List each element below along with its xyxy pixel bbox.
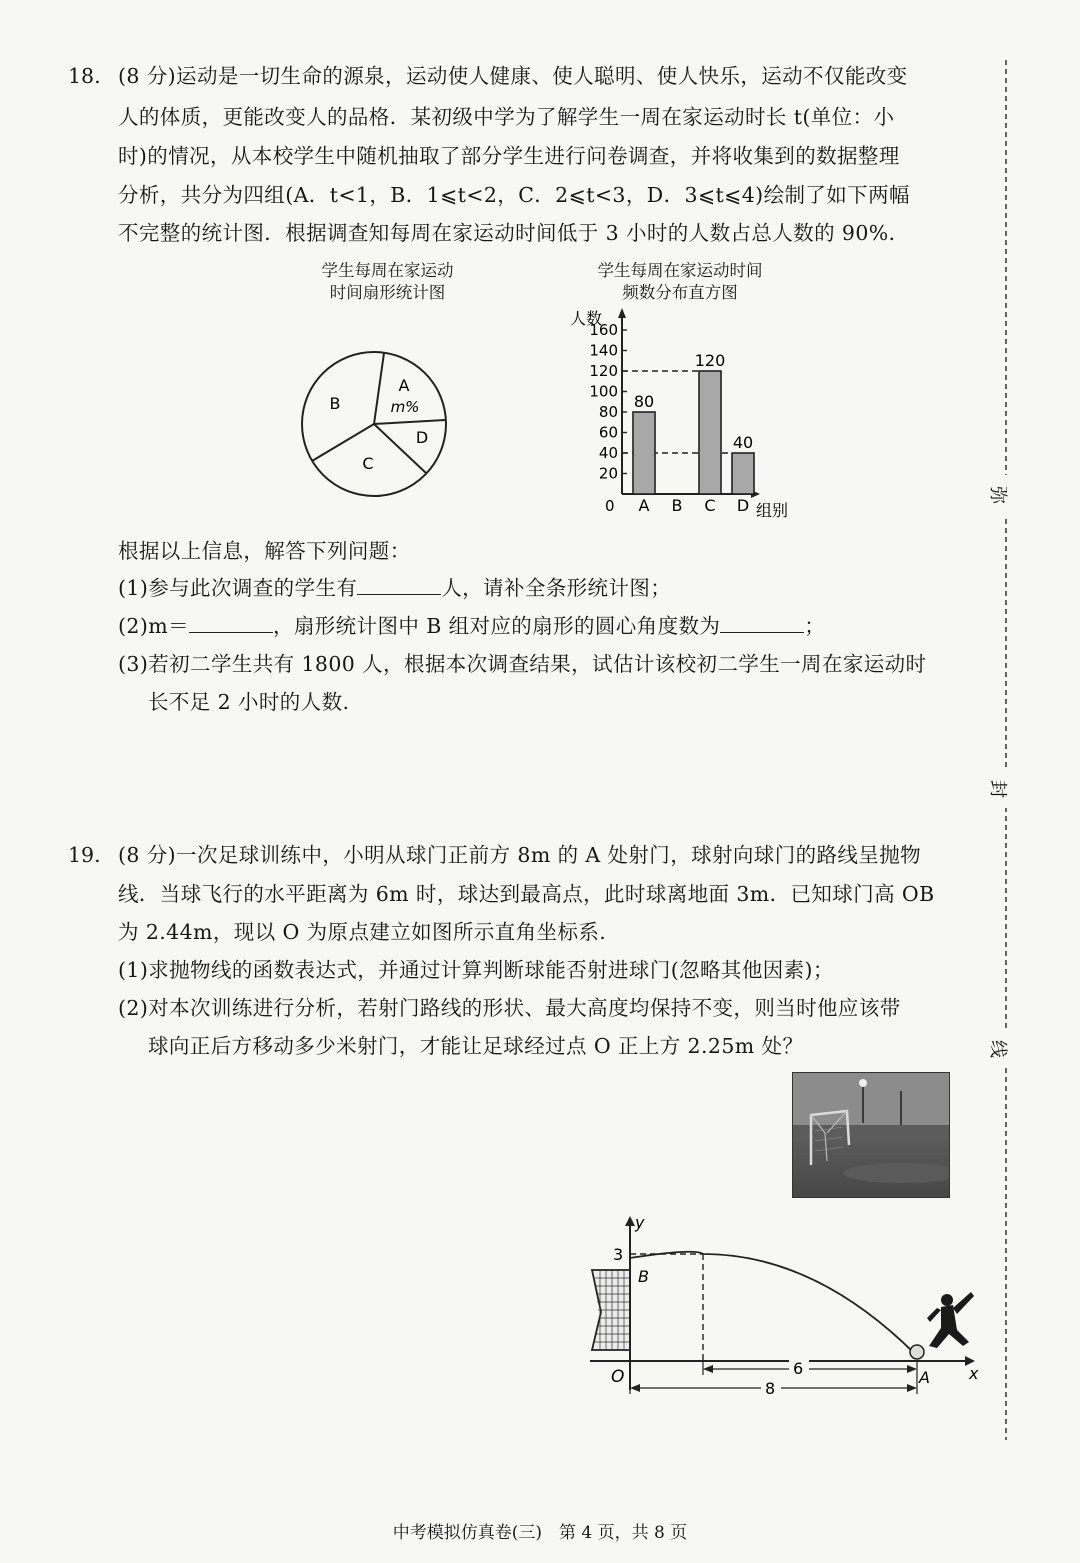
distance-6-label: 6	[793, 1359, 804, 1378]
q18-intro: 根据以上信息，解答下列问题：	[118, 539, 411, 563]
pie-chart	[290, 345, 470, 505]
bar-y-axis-arrow	[618, 308, 626, 318]
origin-label: O	[611, 1367, 625, 1387]
q18-sub1-text-b: 人，请补全条形统计图；	[441, 576, 672, 600]
bar-category-label-C: C	[704, 496, 716, 515]
q18-sub3-line-1: (3)若初二学生共有 1800 人，根据本次调查结果，试估计该校初二学生一周在家运动时	[118, 652, 927, 676]
pie-divider-a-b	[374, 353, 384, 424]
q19-sub2-line-2: 球向正后方移动多少米射门，才能让足球经过点 O 正上方 2.25m 处？	[148, 1034, 804, 1058]
bar-C	[699, 371, 721, 494]
y-axis-arrow	[625, 1216, 635, 1226]
q18-line-2: 人的体质，更能改变人的品格．某初级中学为了解学生一周在家运动时长 t(单位：小	[118, 105, 895, 129]
bar-data-label-D: 40	[732, 433, 754, 452]
q18-line-1: (8 分)运动是一切生命的源泉，运动使人健康、使人聪明、使人快乐，运动不仅能改变	[118, 64, 908, 88]
binding-dashed-line	[996, 60, 1016, 1440]
bar-y-tick-label: 140	[589, 341, 618, 360]
point-b-label: B	[638, 1267, 649, 1286]
bar-y-axis-label: 人数	[570, 309, 603, 328]
pie-title-line-2: 时间扇形统计图	[329, 283, 446, 302]
q18-sub2-angle-blank[interactable]	[720, 612, 804, 633]
question-18-number: 18.	[68, 64, 101, 88]
q18-line-4: 分析，共分为四组(A．t<1，B．1⩽t<2，C．2⩽t<3，D．3⩽t⩽4)绘制了如下两幅	[118, 183, 910, 207]
point-a-label: A	[919, 1368, 930, 1387]
pie-label-a: A	[398, 376, 410, 395]
question-19-number: 19.	[68, 843, 101, 867]
q18-sub2	[118, 612, 825, 640]
q19-sub2-line-1: (2)对本次训练进行分析，若射门路线的形状、最大高度均保持不变，则当时他应该带	[118, 996, 901, 1020]
q18-sub3-line-2: 长不足 2 小时的人数.	[148, 690, 350, 714]
bar-chart	[560, 302, 810, 522]
bar-y-tick-label: 60	[598, 423, 618, 442]
q18-sub2-m-blank[interactable]	[189, 612, 273, 633]
pie-label-c: C	[362, 454, 374, 473]
q18-line-5: 不完整的统计图．根据调查知每周在家运动时间低于 3 小时的人数占总人数的 90%．	[118, 221, 910, 245]
bar-y-tick-label: 20	[598, 464, 618, 483]
bar-y-tick-label: 40	[598, 444, 618, 462]
q18-line-3: 时)的情况，从本校学生中随机抽取了部分学生进行问卷调查，并将收集到的数据整理	[118, 144, 900, 168]
soccer-goal-photo	[792, 1072, 950, 1198]
ball-trajectory	[630, 1252, 916, 1355]
bar-data-label-C: 120	[694, 351, 726, 370]
q18-sub1	[118, 574, 671, 602]
binding-char-feng: 封	[987, 780, 1008, 798]
goal-net	[592, 1270, 630, 1350]
bar-data-label-A: 80	[633, 392, 655, 411]
q19-line-2: 线．当球飞行的水平距离为 6m 时，球达到最高点，此时球离地面 3m．已知球门高 OB	[118, 882, 935, 906]
soccer-goal-photo-art	[793, 1073, 949, 1197]
bar-y-tick-label: 120	[589, 362, 618, 380]
q18-sub1-text-a: (1)参与此次调查的学生有	[118, 576, 358, 600]
bar-A	[633, 412, 655, 494]
bar-y-tick-label: 80	[598, 403, 618, 421]
player-silhouette	[927, 1292, 974, 1348]
q18-sub2-text-c: ；	[804, 614, 826, 638]
binding-char-xian: 线	[987, 1040, 1008, 1058]
bar-y-tick-label: 160	[589, 321, 618, 339]
q18-sub1-answer-blank[interactable]	[357, 574, 441, 595]
ball	[910, 1345, 924, 1359]
q19-line-3: 为 2.44m，现以 O 为原点建立如图所示直角坐标系.	[118, 920, 607, 944]
q19-sub1: (1)求抛物线的函数表达式，并通过计算判断球能否射进球门(忽略其他因素)；	[118, 958, 834, 982]
bar-title-line-2: 频数分布直方图	[622, 283, 738, 302]
pie-label-b: B	[329, 394, 341, 413]
bar-category-label-B: B	[671, 496, 683, 515]
trajectory-diagram	[585, 1212, 990, 1412]
bar-D	[732, 453, 754, 494]
bar-title-line-1: 学生每周在家运动时间	[597, 261, 763, 280]
height-3-label: 3	[613, 1245, 624, 1264]
pie-label-m: m%	[390, 398, 420, 416]
pie-divider-a-d	[374, 420, 445, 424]
pie-title-line-1: 学生每周在家运动	[321, 261, 454, 280]
q18-sub2-text-a: (2)m＝	[118, 614, 189, 638]
bar-y-tick-label-zero: 0	[605, 497, 615, 515]
page-footer: 中考模拟仿真卷(三) 第 4 页，共 8 页	[392, 1523, 688, 1543]
distance-8-label: 8	[765, 1379, 776, 1398]
bar-category-label-D: D	[736, 496, 750, 515]
pie-label-d: D	[415, 428, 429, 447]
y-axis-label: y	[635, 1213, 645, 1232]
x-axis-label: x	[969, 1364, 979, 1383]
bar-category-label-A: A	[638, 496, 650, 515]
bar-x-axis-label: 组别	[756, 501, 789, 520]
binding-char-mi: 弥	[987, 486, 1008, 504]
q19-line-1: (8 分)一次足球训练中，小明从球门正前方 8m 的 A 处射门，球射向球门的路线呈抛物	[118, 843, 922, 867]
q18-sub2-text-b: ，扇形统计图中 B 组对应的扇形的圆心角度数为	[272, 614, 721, 638]
bar-y-tick-label: 100	[589, 382, 618, 401]
